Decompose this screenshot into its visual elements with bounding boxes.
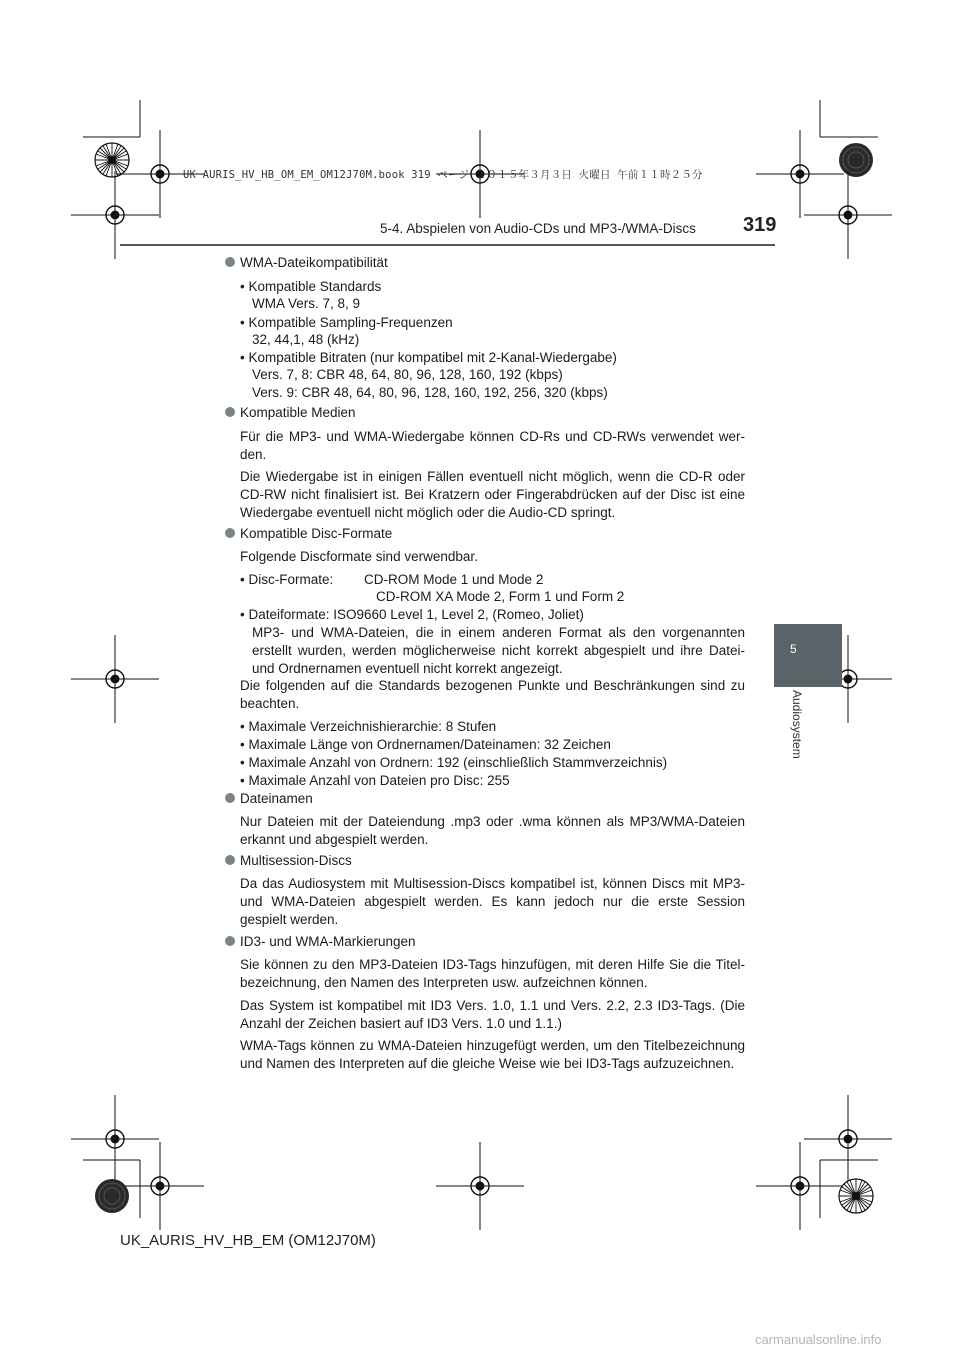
wma-bitrate-label: • Kompatible Bitraten (nur kompatibel mit 2-Kanal-Wiedergabe) xyxy=(240,350,617,365)
multisession-line3: gespielt werden. xyxy=(240,912,339,927)
bullet-icon xyxy=(225,855,235,865)
limit-item-3: • Maximale Anzahl von Ordnern: 192 (einschließlich Stammverzeichnis) xyxy=(240,755,668,770)
disc-formats-value-2: CD-ROM XA Mode 2, Form 1 und Form 2 xyxy=(376,589,625,604)
manual-code: UK_AURIS_HV_HB_EM (OM12J70M) xyxy=(120,1232,376,1249)
section-title: 5-4. Abspielen von Audio-CDs und MP3-/WMA-Discs xyxy=(380,221,696,236)
wma-standards-label: • Kompatible Standards xyxy=(240,279,382,294)
heading-media: Kompatible Medien xyxy=(240,405,356,420)
wma-sampling-label: • Kompatible Sampling-Frequenzen xyxy=(240,315,453,330)
wma-bitrate-v9: Vers. 9: CBR 48, 64, 80, 96, 128, 160, 192, 256, 320 (kbps) xyxy=(252,385,608,400)
file-formats-line3: und Ordnernamen eventuell nicht korrekt angezeigt. xyxy=(252,661,563,676)
media-p2-line1: Die Wiedergabe ist in einigen Fällen eventuell nicht möglich, wenn die CD-R oder xyxy=(240,469,745,484)
header-rule xyxy=(120,244,775,246)
heading-wma: WMA-Dateikompatibilität xyxy=(240,255,388,270)
wma-bitrate-v78: Vers. 7, 8: CBR 48, 64, 80, 96, 128, 160, 192 (kbps) xyxy=(252,367,563,382)
media-p2-line2: CD-RW nicht finalisiert ist. Bei Kratzern oder Fingerabdrücken auf der Disc ist eine xyxy=(240,487,745,502)
limit-item-2: • Maximale Länge von Ordnernamen/Dateinamen: 32 Zeichen xyxy=(240,737,611,752)
file-formats-line1: MP3- und WMA-Dateien, die in einem anderen Format als den vorgenannten xyxy=(252,625,745,640)
disc-formats-label: • Disc-Formate: xyxy=(240,572,334,587)
formats-intro: Folgende Discformate sind verwendbar. xyxy=(240,549,478,564)
tags-p1-line1: Sie können zu den MP3-Dateien ID3-Tags hinzufügen, mit deren Hilfe Sie die Titel- xyxy=(240,957,745,972)
filenames-line2: erkannt und abgespielt werden. xyxy=(240,832,429,847)
book-info-line: UK AURIS_HV_HB_OM_EM_OM12J70M.book 319 ページ ２０１５年３月３日 火曜日 午前１１時２５分 xyxy=(183,169,703,181)
tags-p3-line2: und Namen des Interpreten auf die gleiche Weise wie bei ID3-Tags aufzuzeichnen. xyxy=(240,1056,735,1071)
chapter-tab xyxy=(774,624,842,687)
multisession-line2: und WMA-Dateien abgespielt werden. Es kann jedoch nur die erste Session xyxy=(240,894,745,909)
bullet-icon xyxy=(225,257,235,267)
tags-p2-line2: Anzahl der Zeichen basiert auf ID3 Vers. 1.0 und 1.1.) xyxy=(240,1016,562,1031)
chapter-label: Audiosystem xyxy=(790,690,804,759)
watermark: carmanualsonline.info xyxy=(755,1332,882,1347)
heading-multisession: Multisession-Discs xyxy=(240,853,352,868)
file-formats-line2: erstellt wurden, werden möglicherweise nicht korrekt abgespielt und ihre Datei- xyxy=(252,643,745,658)
bullet-icon xyxy=(225,936,235,946)
media-p2-line3: Wiedergabe eventuell nicht möglich oder die Audio-CD springt. xyxy=(240,505,616,520)
tags-p3-line1: WMA-Tags können zu WMA-Dateien hinzugefügt werden, um den Titelbezeichnung xyxy=(240,1038,745,1053)
chapter-number: 5 xyxy=(790,642,797,656)
heading-tags: ID3- und WMA-Markierungen xyxy=(240,934,416,949)
filenames-line1: Nur Dateien mit der Dateiendung .mp3 oder .wma können als MP3/WMA-Dateien xyxy=(240,814,745,829)
bullet-icon xyxy=(225,793,235,803)
tags-p1-line2: bezeichnung, den Namen des Interpreten usw. aufzeichnen können. xyxy=(240,975,648,990)
media-p1-line2: den. xyxy=(240,447,267,462)
page-number: 319 xyxy=(743,214,777,236)
limits-intro-line1: Die folgenden auf die Standards bezogenen Punkte und Beschränkungen sind zu xyxy=(240,678,745,693)
limit-item-1: • Maximale Verzeichnishierarchie: 8 Stufen xyxy=(240,719,497,734)
media-p1-line1: Für die MP3- und WMA-Wiedergabe können CD-Rs und CD-RWs verwendet wer- xyxy=(240,429,745,444)
heading-filenames: Dateinamen xyxy=(240,791,313,806)
bullet-icon xyxy=(225,407,235,417)
limit-item-4: • Maximale Anzahl von Dateien pro Disc: 255 xyxy=(240,773,510,788)
multisession-line1: Da das Audiosystem mit Multisession-Discs kompatibel ist, können Discs mit MP3- xyxy=(240,876,745,891)
disc-formats-value-1: CD-ROM Mode 1 und Mode 2 xyxy=(364,572,544,587)
wma-standards-value: WMA Vers. 7, 8, 9 xyxy=(252,296,361,311)
limits-intro-line2: beachten. xyxy=(240,696,300,711)
file-formats-label: • Dateiformate: ISO9660 Level 1, Level 2, (Romeo, Joliet) xyxy=(240,607,584,622)
wma-sampling-value: 32, 44,1, 48 (kHz) xyxy=(252,332,360,347)
bullet-icon xyxy=(225,528,235,538)
heading-formats: Kompatible Disc-Formate xyxy=(240,526,393,541)
tags-p2-line1: Das System ist kompatibel mit ID3 Vers. 1.0, 1.1 und Vers. 2.2, 2.3 ID3-Tags. (Die xyxy=(240,998,745,1013)
